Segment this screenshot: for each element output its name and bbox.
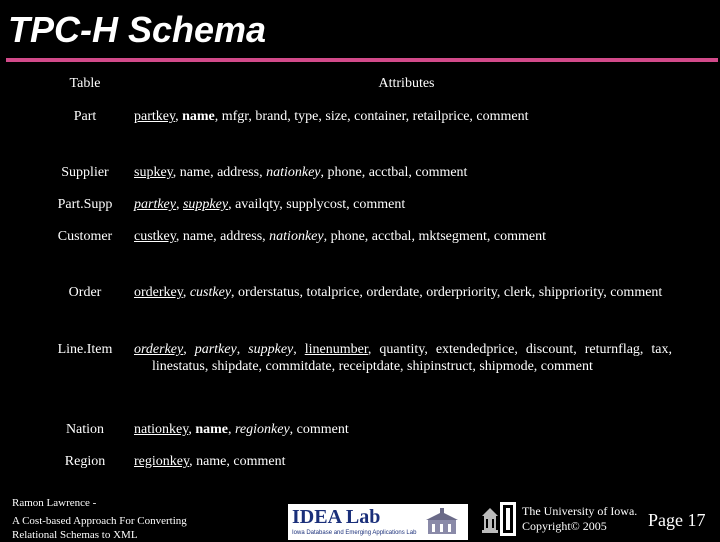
table-attributes (134, 164, 672, 181)
footer-university (522, 504, 637, 534)
table-name: Customer (57, 229, 113, 244)
attribute-text: , (175, 197, 183, 212)
table-row (36, 163, 672, 195)
table-row (36, 283, 672, 340)
table-name: Part (73, 109, 97, 124)
page-number: Page 17 (648, 510, 706, 530)
table-row (36, 420, 672, 452)
table-row (36, 340, 672, 420)
attribute-text: custkey (134, 229, 176, 244)
attribute-text: partkey (134, 109, 176, 124)
header-table: Table (69, 76, 101, 91)
attribute-text: , (175, 109, 183, 124)
title-underline (6, 58, 718, 62)
header-attributes: Attributes (378, 76, 435, 91)
table-row (36, 227, 672, 283)
attribute-text: , comment (289, 422, 349, 437)
attribute-text: custkey (189, 285, 232, 300)
university-wordmark-icon (500, 502, 516, 536)
university-seal-icon (480, 504, 500, 536)
attribute-text: orderkey (134, 342, 184, 357)
table-name: Nation (65, 422, 105, 437)
table-name: Order (68, 285, 102, 300)
attribute-text: , orderstatus, totalprice, orderdate, orderpriority, clerk, shippriority, comment (231, 285, 663, 300)
attribute-text: partkey (134, 197, 176, 212)
attribute-text: , name, address, (172, 165, 267, 180)
attribute-text: , name, comment (189, 454, 286, 469)
attribute-text: nationkey (134, 422, 189, 437)
table-attributes (134, 228, 672, 245)
table-header-row (36, 74, 672, 107)
logo-subtitle: Iowa Database and Emerging Applications Lab (292, 530, 417, 536)
logo-text: IDEA Lab (292, 506, 381, 528)
attribute-text: nationkey (266, 165, 321, 180)
attribute-text: , quantity, extendedprice, discount, returnflag, tax, linestatus, shipdate, commitdate, receiptdate, shipinstruct, shipmode, comment (152, 342, 672, 374)
idea-lab-logo (288, 504, 468, 540)
attribute-text: orderkey (134, 285, 183, 300)
attribute-text: regionkey (134, 454, 190, 469)
slide-title: TPC-H Schema (8, 9, 267, 50)
table-name: Part.Supp (57, 197, 113, 212)
table-row (36, 452, 672, 484)
attribute-text: nationkey (269, 229, 324, 244)
attribute-text: name (182, 109, 215, 124)
attribute-text: partkey (194, 342, 237, 357)
attribute-text: supkey (134, 165, 173, 180)
table-row (36, 195, 672, 227)
footer-paper-line2: Relational Schemas to XML (12, 529, 138, 541)
table-name: Line.Item (57, 342, 113, 357)
table-attributes (134, 196, 672, 213)
copyright: Copyright© 2005 (522, 519, 607, 533)
attribute-text: suppkey (182, 197, 229, 212)
attribute-text: , phone, acctbal, comment (320, 165, 468, 180)
table-attributes (134, 108, 672, 125)
table-attributes (134, 284, 672, 301)
attribute-text: , (293, 342, 305, 357)
table-row (36, 107, 672, 163)
attribute-text: , (188, 422, 196, 437)
schema-table (36, 74, 672, 484)
table-attributes (134, 453, 672, 470)
attribute-text: , (227, 422, 235, 437)
table-name: Region (64, 454, 106, 469)
attribute-text: name (195, 422, 228, 437)
attribute-text: , name, address, (175, 229, 270, 244)
attribute-text: , availqty, supplycost, comment (228, 197, 406, 212)
attribute-text: , phone, acctbal, mktsegment, comment (323, 229, 546, 244)
table-attributes (134, 421, 672, 438)
building-icon (420, 508, 464, 536)
footer-citation (12, 496, 187, 542)
attribute-text: , (236, 342, 249, 357)
attribute-text: linenumber (304, 342, 368, 357)
footer-author: Ramon Lawrence - (12, 497, 97, 509)
attribute-text: , mfgr, brand, type, size, container, retailprice, comment (214, 109, 529, 124)
table-attributes (134, 341, 672, 375)
attribute-text: , (183, 342, 195, 357)
university-name: The University of Iowa. (522, 504, 638, 518)
table-name: Supplier (61, 165, 109, 180)
attribute-text: , (182, 285, 190, 300)
footer-paper-line1: A Cost-based Approach For Converting (12, 515, 187, 527)
attribute-text: regionkey (234, 422, 290, 437)
attribute-text: suppkey (248, 342, 294, 357)
